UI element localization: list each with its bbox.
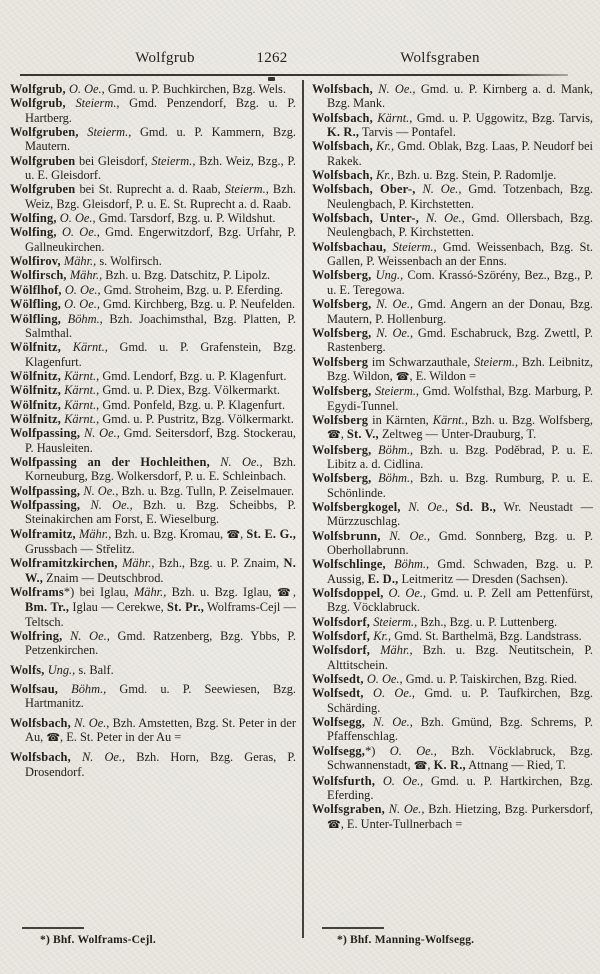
entry-text-segment: Steierm., — [474, 354, 519, 369]
entry-text-segment: Wolfing, — [10, 211, 57, 226]
entry-text-segment: Steierm., — [224, 182, 269, 197]
gazetteer-entry — [10, 312, 296, 341]
gazetteer-entry — [10, 297, 296, 311]
entry-text-segment: Znaim — Deutschbrod. — [43, 570, 164, 585]
entry-text-segment: Attnang — Ried, T. — [465, 758, 566, 773]
entry-text-segment: Wolfsgraben, — [312, 802, 385, 817]
entry-text-segment: Wölflhof, — [10, 282, 62, 297]
entry-text-segment: Gmd. St. Barthelmä, Bzg. Landstrass. — [391, 629, 582, 644]
entry-text-segment: O. Oe., — [363, 672, 403, 687]
entry-text-segment: O. Oe., — [389, 743, 437, 758]
entry-text-segment: Wölfnitz, — [10, 368, 62, 383]
entry-text-segment: Böhm., — [371, 442, 414, 457]
gazetteer-entry — [312, 413, 593, 443]
entry-text-segment: Gmd. Sonnberg, Bzg. u. P. Oberhollabrunn. — [327, 528, 593, 557]
entry-text-segment: Wolfgrub, — [10, 96, 66, 111]
gazetteer-entry — [10, 125, 296, 154]
entry-text-segment: N. Oe., — [380, 528, 431, 543]
entry-text-segment: Wolfsedt, — [312, 672, 364, 687]
entry-text-segment: Gmd. u. P. Kirnberg a. d. Mank, Bzg. Mank. — [327, 82, 593, 111]
entry-text-segment: Wolfsbach, — [312, 82, 373, 96]
entry-text-segment: Bzh. u. Bzg. Neutitschein, P. Alttitschein. — [327, 643, 593, 672]
entry-text-segment: , — [240, 526, 247, 541]
entry-text-segment: Wolfsfurth, — [312, 773, 376, 788]
entry-text-segment: Wolfsbachau, — [312, 239, 387, 254]
entry-text-segment: Wolfgrub, — [10, 82, 66, 96]
entry-text-segment: Zeltweg — Unter-Drauburg, T. — [378, 427, 537, 442]
entry-text-segment: Wolfgruben — [10, 153, 76, 168]
footnote-left: *) Bhf. Wolframs-Cejl. — [40, 934, 156, 946]
gazetteer-entry — [312, 268, 593, 297]
entry-text-segment: Wolfsbach, — [312, 139, 373, 154]
entry-text-segment: Bzh. u. Bzg. Rumburg, P. u. E. Schönlinde. — [327, 471, 593, 500]
column-divider — [302, 80, 304, 938]
entry-text-segment: Wolfschlinge, — [312, 557, 386, 572]
entry-text-segment: N. Oe., — [372, 82, 416, 96]
entry-text-segment: Wolfpassing, — [10, 483, 81, 498]
entry-text-segment: Ung., — [371, 268, 404, 283]
entry-text-segment: Wolfgruben, — [10, 125, 79, 140]
gazetteer-entry — [10, 96, 296, 125]
entry-text-segment: Bzh. Horn, Bzg. Geras, P. Drosendorf. — [25, 750, 296, 779]
entry-text-segment: N. Oe., — [209, 454, 263, 469]
entry-text-segment: Wolfsbach, — [312, 110, 373, 125]
gazetteer-entry — [10, 426, 296, 455]
entry-text-segment: Steierm., — [78, 125, 132, 140]
entry-text-segment: Bzh. Hietzing, Bzg. Purkersdorf, — [424, 802, 593, 817]
entry-text-segment: Wolfpassing, — [10, 497, 81, 512]
entry-text-segment: Mähr., — [60, 254, 97, 269]
entry-text-segment: Kärnt., — [432, 412, 468, 427]
entry-text-segment: Wolfsberg — [312, 354, 369, 369]
entry-text-segment: Gmd. u. P. Buchkirchen, Bzg. Wels. — [104, 82, 286, 96]
gazetteer-entry — [312, 168, 593, 182]
entry-text-segment: Bzh. u. Bzg. Poděbrad, P. u. E. Libitz a. d. Cidlina. — [327, 442, 593, 471]
entry-text-segment: Wolfsberg, — [312, 384, 372, 399]
telegraph-icon: ☎ — [413, 759, 428, 773]
entry-text-segment: Gmd. u. P. Taufkirchen, Bzg. Schärding. — [327, 686, 593, 715]
entry-text-segment: Steierm., — [386, 239, 437, 254]
gazetteer-entry — [312, 326, 593, 355]
entry-text-segment: Wolframitzkirchen, — [10, 556, 118, 571]
entry-text-segment: St. E. G., — [246, 526, 296, 541]
entry-text-segment: Mähr., — [117, 556, 155, 571]
entry-text-segment: Gmd. Weissenbach, Bzg. St. Gallen, P. Weissenbach an der Enns. — [327, 239, 593, 269]
entry-text-segment: N. W., — [25, 556, 296, 585]
gazetteer-entry — [312, 586, 593, 615]
entry-text-segment: Wolfirsch, — [10, 268, 67, 283]
gazetteer-entry — [10, 750, 296, 779]
gazetteer-entry — [312, 686, 593, 715]
telegraph-icon: ☎ — [327, 817, 341, 831]
entry-text-segment: N. Oe., — [80, 483, 119, 498]
entry-text-segment: Kärnt., — [372, 110, 413, 125]
entry-text-segment: O. Oe., — [375, 773, 424, 788]
entry-text-segment: Kr., — [370, 629, 392, 644]
entry-text-segment: St. V., — [346, 427, 379, 442]
entry-text-segment: Wolfgruben — [10, 182, 76, 197]
entry-text-segment: Kärnt., — [61, 340, 108, 355]
entry-text-segment: Kärnt., — [61, 368, 100, 383]
gazetteer-entry — [312, 240, 593, 269]
entry-text-segment: im Schwarzauthale, — [368, 354, 475, 369]
entry-text-segment: Wolfpassing, — [10, 426, 81, 441]
entry-text-segment: Böhm., — [385, 557, 430, 572]
gazetteer-entry — [312, 643, 593, 672]
entry-text-segment: Bzh. u. Bzg. Tulln, P. Zeiselmauer. — [118, 483, 294, 498]
gazetteer-entry — [10, 225, 296, 254]
entry-text-segment: Bm. Tr., — [25, 600, 70, 615]
entry-text-segment: K. R., — [433, 758, 466, 773]
gazetteer-entry — [10, 484, 296, 498]
entry-text-segment: O. Oe., — [363, 686, 416, 701]
entry-text-segment: Wolfsdorf, — [312, 643, 371, 658]
entry-text-segment: N. Oe., — [419, 211, 465, 226]
entry-text-segment: Wölfling, — [10, 311, 62, 326]
entry-text-segment: Gmd. Penzendorf, Bzg. u. P. Hartberg. — [25, 96, 296, 125]
entry-text-segment: Gmd. Angern an der Donau, Bzg. Mautern, P. Hollenburg. — [327, 297, 593, 326]
entry-text-segment: N. Oe., — [70, 750, 126, 765]
entry-text-segment: Gmd. u. P. Taiskirchen, Bzg. Ried. — [402, 672, 578, 687]
entry-text-segment: in Kärnten, — [368, 412, 433, 427]
gazetteer-entry — [312, 672, 593, 686]
entry-text-segment: Bzh. u. Bzg. Stein, P. Radomlje. — [393, 168, 557, 183]
entry-text-segment: Gmd. Tarsdorf, Bzg. u. P. Wildshut. — [95, 211, 276, 226]
gazetteer-entry — [10, 498, 296, 527]
entry-text-segment: Wölfnitz, — [10, 411, 62, 426]
entry-text-segment: O. Oe., — [61, 282, 101, 297]
entry-text-segment: Bzh. Weiz, Bzg., P. u. E. Gleisdorf. — [25, 153, 296, 183]
entry-text-segment: bei Gleisdorf, — [75, 153, 152, 168]
entry-text-segment: Steierm., — [151, 153, 196, 168]
entry-text-segment: , E. Wildon = — [409, 368, 476, 383]
footnote-rule-right — [322, 927, 384, 929]
entry-text-segment: Gmd. Wolfsthal, Bzg. Marburg, P. Egydi-Tunnel. — [327, 384, 593, 413]
entry-text-segment: Wolfsbach, — [10, 715, 71, 730]
entry-text-segment: Gmd. u. P. Uggowitz, Bzg. Tarvis, — [412, 110, 593, 125]
gazetteer-entry — [312, 629, 593, 643]
entry-text-segment: Wolfsberg, — [312, 325, 372, 340]
gazetteer-entry — [10, 268, 296, 282]
gazetteer-entry — [312, 182, 593, 211]
entry-text-segment: Wolfsbrunn, — [312, 528, 381, 543]
entry-text-segment: Mähr., — [66, 268, 103, 283]
entry-text-segment: Kr., — [372, 168, 394, 183]
entry-text-segment: Bzh. Leibnitz, Bzg. Wildon, — [327, 354, 593, 383]
entry-text-segment: Wölfnitz, — [10, 340, 62, 355]
entry-text-segment: Wolframitz, — [10, 526, 76, 541]
footnote-right: *) Bhf. Manning-Wolfsegg. — [337, 934, 475, 946]
entry-text-segment: Wolfsberg, — [312, 268, 372, 283]
entry-text-segment: Wolfirov, — [10, 254, 61, 269]
entry-text-segment: N. Oe., — [400, 499, 449, 514]
running-head-right-keyword: Wolfsgraben — [400, 50, 480, 66]
entry-text-segment: Wolfs, — [10, 662, 45, 677]
entry-text-segment: St. Pr., — [167, 600, 205, 615]
header-rule — [20, 74, 568, 76]
telegraph-icon: ☎ — [276, 586, 293, 600]
entry-text-segment: Gmd. Ollersbach, Bzg. Neulengbach, P. Kirchstetten. — [327, 211, 593, 240]
entry-text-segment: Bzh. Joachimsthal, Bzg. Platten, P. Salmthal. — [25, 311, 296, 340]
entry-text-segment: Wolfsbach, Ober-, — [312, 182, 416, 197]
gazetteer-entry — [312, 802, 593, 832]
entry-text-segment: Gmd. Eschabruck, Bzg. Zwettl, P. Rastenberg. — [327, 325, 593, 355]
gazetteer-entry — [312, 500, 593, 529]
entry-text-segment: Bzh. u. Bzg. Kromau, — [111, 526, 227, 541]
gazetteer-entry — [312, 615, 593, 629]
entry-text-segment: Gmd. Kirchberg, Bzg. u. P. Neufelden. — [99, 297, 296, 312]
entry-text-segment: bei St. Ruprecht a. d. Raab, — [75, 182, 225, 197]
entry-text-segment: Gmd. Ponfeld, Bzg. u. P. Klagenfurt. — [99, 397, 286, 412]
entry-text-segment: , E. St. Peter in der Au = — [60, 730, 182, 745]
gazetteer-entry — [10, 398, 296, 412]
gazetteer-entry — [312, 715, 593, 744]
entry-text-segment: Gmd. u. P. Kammern, Bzg. Mautern. — [25, 125, 296, 154]
gazetteer-entry — [10, 369, 296, 383]
gazetteer-entry — [312, 529, 593, 558]
telegraph-icon: ☎ — [46, 731, 61, 745]
entry-text-segment: O. Oe., — [61, 297, 100, 312]
entry-text-segment: Böhm., — [61, 311, 103, 326]
gazetteer-entry — [312, 297, 593, 326]
entry-text-segment: Wolfsberg, — [312, 297, 372, 312]
gazetteer-entry — [10, 283, 296, 297]
entry-text-segment: Wr. Neustadt — Mürzzuschlag. — [327, 499, 593, 529]
page-number: 1262 — [256, 50, 288, 66]
entry-text-segment: Böhm., — [58, 682, 107, 697]
entry-text-segment: N. Oe., — [70, 715, 110, 730]
entry-text-segment: N. Oe., — [80, 497, 133, 512]
gazetteer-entry — [10, 340, 296, 369]
entry-text-segment: Bzh. u. Bzg. Datschitz, P. Lipolz. — [102, 268, 271, 283]
gazetteer-entry — [10, 211, 296, 225]
right-column — [312, 82, 593, 924]
gazetteer-entry — [312, 744, 593, 774]
entry-text-segment: Wolfpassing an der Hochleithen, — [10, 454, 210, 469]
gazetteer-entry — [10, 663, 296, 677]
gazetteer-entry — [312, 139, 593, 168]
entry-text-segment: N. Oe., — [415, 182, 462, 197]
gazetteer-entry — [10, 585, 296, 629]
entry-text-segment: s. Wolfirsch. — [96, 254, 162, 269]
entry-text-segment: N. Oe., — [365, 715, 413, 730]
entry-text-segment: Bzh. Gmünd, Bzg. Schrems, P. Pfaffenschlag. — [327, 715, 593, 744]
entry-text-segment: Wolfsau, — [10, 682, 59, 697]
entry-text-segment: O. Oe., — [383, 586, 427, 601]
entry-text-segment: Kr., — [372, 139, 395, 154]
header-center-ornament — [268, 77, 275, 81]
entry-text-segment: Gmd. u. P. Seewiesen, Bzg. Hartmanitz. — [25, 682, 296, 711]
entry-text-segment: Kärnt., — [61, 397, 100, 412]
entry-text-segment: Wolfsegg, — [312, 715, 366, 730]
gazetteer-entry — [10, 412, 296, 426]
gazetteer-entry — [312, 443, 593, 472]
entry-text-segment: Steierm., — [65, 96, 120, 111]
gazetteer-entry — [10, 383, 296, 397]
gazetteer-entry — [312, 471, 593, 500]
entry-text-segment: *) — [365, 743, 390, 758]
entry-text-segment: , — [292, 585, 296, 600]
entry-text-segment: Iglau — Cerekwe, — [69, 600, 167, 615]
gazetteer-entry — [312, 111, 593, 140]
gazetteer-entry — [10, 455, 296, 484]
entry-text-segment: Wolfsedt, — [312, 686, 364, 701]
entry-text-segment: Wolfsbach, — [10, 750, 71, 765]
entry-text-segment: N. Oe., — [62, 629, 110, 644]
entry-text-segment: Gmd. u. P. Hartkirchen, Bzg. Eferding. — [327, 773, 593, 802]
entry-text-segment: Wölfling, — [10, 297, 62, 312]
running-head-left-keyword: Wolfgrub — [135, 50, 195, 66]
entry-text-segment: Com. Krassó-Szörény, Bez., Bzg., P. u. E. Teregowa. — [327, 268, 593, 297]
entry-text-segment: s. Balf. — [75, 662, 114, 677]
entry-text-segment: Wolfsberg, — [312, 471, 372, 486]
entry-text-segment: Wölfnitz, — [10, 383, 62, 398]
entry-text-segment: Gmd. Engerwitzdorf, Bzg. Urfahr, P. Gallneukirchen. — [25, 225, 296, 254]
entry-text-segment: Bzh. u. Bzg. Iglau, — [166, 585, 277, 600]
left-column — [10, 82, 296, 924]
entry-text-segment: Gmd. Ratzenberg, Bzg. Ybbs, P. Petzenkirchen. — [25, 629, 296, 658]
telegraph-icon: ☎ — [327, 428, 341, 442]
entry-text-segment: K. R., — [327, 125, 360, 140]
entry-text-segment: Gmd. Oblak, Bzg. Laas, P. Neudorf bei Rakek. — [327, 139, 593, 168]
running-head — [0, 50, 600, 70]
entry-text-segment: Sd. B., — [455, 499, 497, 514]
entry-text-segment: Wolfring, — [10, 629, 63, 644]
gazetteer-entry — [10, 527, 296, 557]
entry-text-segment: Ung., — [44, 662, 76, 677]
entry-text-segment: Bzh. u. Bzg. Scheibbs, P. Steinakirchen am Forst, E. Wieselburg. — [25, 497, 296, 527]
entry-text-segment: Mähr., — [370, 643, 413, 658]
footnote-rule-left — [22, 927, 84, 929]
entry-text-segment: Wolfsberg, — [312, 442, 372, 457]
entry-text-segment: Wolfsbergkogel, — [312, 499, 401, 514]
entry-text-segment: N. Oe., — [80, 426, 120, 441]
entry-text-segment: *) bei Iglau, — [63, 585, 134, 600]
entry-text-segment: Mähr., — [75, 526, 112, 541]
gazetteer-entry — [312, 211, 593, 240]
entry-text-segment: Bzh. u. Bzg. Wolfsberg, — [467, 412, 593, 427]
gazetteer-entry — [312, 384, 593, 413]
entry-text-segment: Bzh. Weiz, Bzg. Gleisdorf, P. u. E. St. Ruprecht a. d. Raab. — [25, 182, 296, 211]
gazetteer-entry — [312, 355, 593, 385]
entry-text-segment: Wolfsdorf, — [312, 614, 371, 629]
gazetteer-entry — [10, 182, 296, 211]
entry-text-segment: O. Oe., — [65, 82, 105, 96]
entry-text-segment: Gmd. Stroheim, Bzg. u. P. Eferding. — [100, 282, 284, 297]
entry-text-segment: O. Oe., — [56, 225, 100, 240]
entry-text-segment: Gmd. u. P. Pustritz, Bzg. Völkermarkt. — [99, 411, 294, 426]
entry-text-segment: Böhm., — [371, 471, 414, 486]
entry-text-segment: Gmd. u. P. Zell am Pettenfürst, Bzg. Vöcklabruck. — [327, 586, 593, 615]
entry-text-segment: Gmd. u. P. Grafenstein, Bzg. Klagenfurt. — [25, 340, 296, 369]
entry-text-segment: N. Oe., — [371, 297, 414, 312]
entry-text-segment: Wolframs-Cejl — Teltsch. — [25, 600, 296, 629]
entry-text-segment: Grussbach — Střelitz. — [25, 542, 135, 556]
entry-text-segment: Bzh. Amstetten, Bzg. St. Peter in der Au, — [25, 715, 296, 745]
telegraph-icon: ☎ — [395, 369, 410, 383]
entry-text-segment: Bzh. Vöcklabruck, Bzg. Schwannenstadt, — [327, 743, 593, 773]
telegraph-icon: ☎ — [226, 527, 241, 541]
entry-text-segment: Wolfsegg, — [312, 743, 366, 758]
entry-text-segment: Gmd. Schwaden, Bzg. u. P. Aussig, — [327, 557, 593, 586]
gazetteer-entry — [10, 254, 296, 268]
entry-text-segment: Kärnt., — [61, 383, 100, 398]
entry-text-segment: Wolframs — [10, 585, 64, 600]
gazetteer-entry — [312, 82, 593, 111]
entry-text-segment: Wolfsbach, Unter-, — [312, 211, 420, 226]
entry-text-segment: Bzh. Korneuburg, Bzg. Wolkersdorf, P. u. E. Schleinbach. — [25, 454, 296, 484]
entry-text-segment: , E. Unter-Tullnerbach = — [340, 816, 463, 831]
gazetteer-entry — [10, 82, 296, 96]
entry-text-segment: Wolfsberg — [312, 412, 369, 427]
entry-text-segment: Steierm., — [371, 384, 420, 399]
entry-text-segment: Steierm., — [370, 614, 418, 629]
entry-text-segment: Gmd. Seitersdorf, Bzg. Stockerau, P. Hausleiten. — [25, 426, 296, 455]
entry-text-segment: Wolfsdoppel, — [312, 586, 384, 601]
entry-text-segment: Kärnt., — [61, 411, 100, 426]
entry-text-segment: Gmd. u. P. Diex, Bzg. Völkermarkt. — [99, 383, 281, 398]
entry-text-segment: E. D., — [367, 571, 399, 586]
entry-text-segment — [448, 500, 456, 514]
entry-text-segment: Wolfsdorf, — [312, 629, 371, 644]
gazetteer-entry — [312, 774, 593, 803]
entry-text-segment: N. Oe., — [371, 325, 414, 340]
entry-text-segment: , — [340, 427, 347, 442]
gazetteer-entry — [10, 682, 296, 711]
entry-text-segment: O. Oe., — [56, 211, 96, 226]
entry-text-segment: , — [427, 758, 434, 773]
entry-text-segment: Wolfing, — [10, 225, 57, 240]
entry-text-segment: Tarvis — Pontafel. — [359, 125, 456, 140]
entry-text-segment: Wolfsbach, — [312, 168, 373, 183]
gazetteer-entry — [10, 154, 296, 183]
gazetteer-entry — [312, 557, 593, 586]
entry-text-segment: Bzh., Bzg. u. P. Luttenberg. — [417, 614, 558, 629]
entry-text-segment: Gmd. Lendorf, Bzg. u. P. Klagenfurt. — [99, 368, 287, 383]
entry-text-segment: Wölfnitz, — [10, 397, 62, 412]
gazetteer-entry — [10, 556, 296, 585]
entry-text-segment: N. Oe., — [384, 802, 425, 817]
gazetteer-entry — [10, 629, 296, 658]
entry-text-segment: Leitmeritz — Dresden (Sachsen). — [398, 571, 569, 586]
entry-text-segment: Bzh., Bzg. u. P. Znaim, — [154, 556, 284, 571]
entry-text-segment: Gmd. Totzenbach, Bzg. Neulengbach, P. Kirchstetten. — [327, 182, 593, 211]
entry-text-segment: Mähr., — [133, 585, 167, 600]
gazetteer-entry — [10, 716, 296, 746]
